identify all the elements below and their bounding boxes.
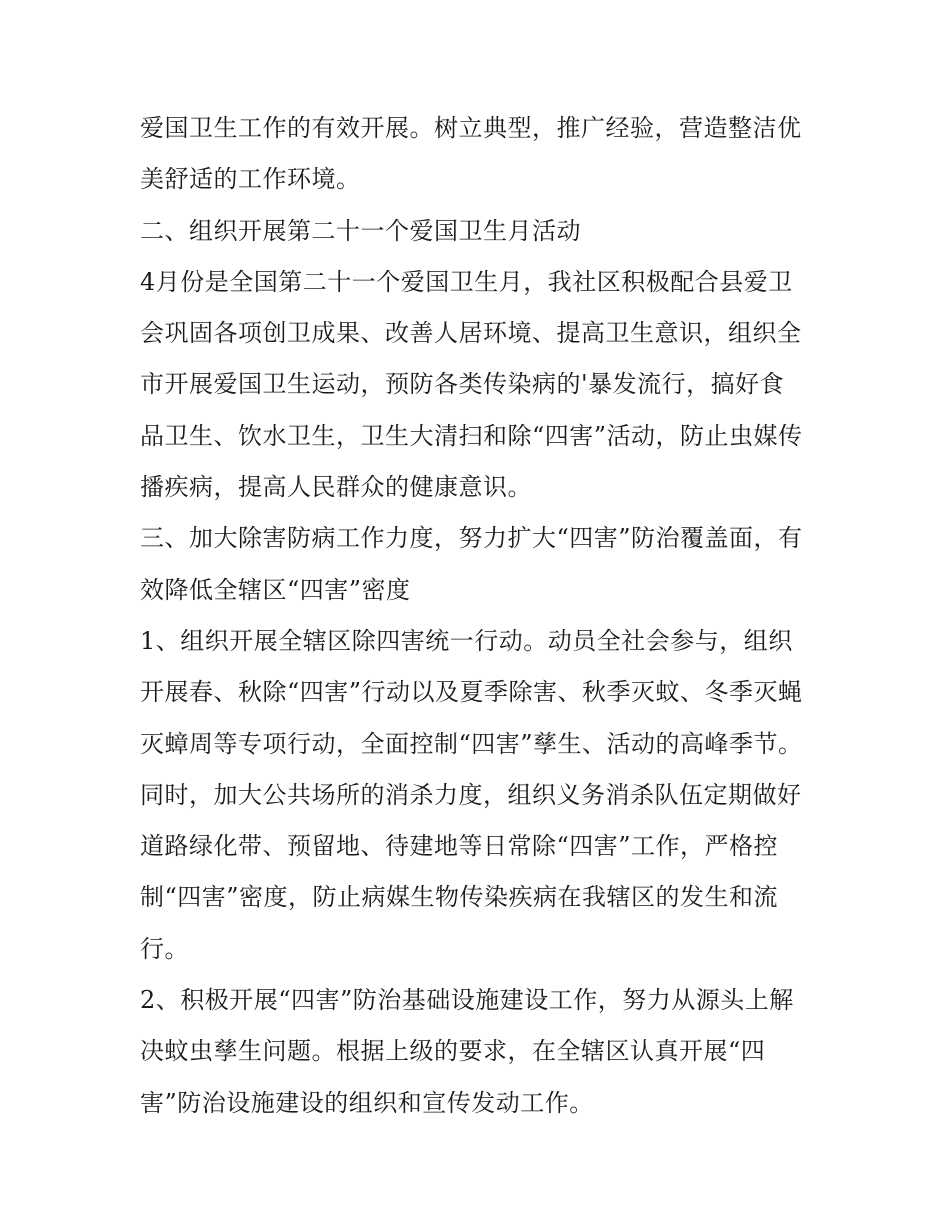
text-line: 会巩固各项创卫成果、改善人居环境、提高卫生意识，组织全 — [140, 319, 802, 348]
text-line: 同时，加大公共场所的消杀力度，组织义务消杀队伍定期做好 — [140, 780, 802, 809]
document-body — [140, 103, 820, 1129]
text-line: 市开展爱国卫生运动，预防各类传染病的'暴发流行，搞好食 — [140, 370, 785, 399]
section-heading: 三、加大除害防病工作力度，努力扩大“四害”防治覆盖面，有 — [140, 524, 803, 553]
section-heading: 二、组织开展第二十一个爱国卫生月活动 — [140, 216, 581, 245]
text-line: 播疾病，提高人民群众的健康意识。 — [140, 473, 532, 502]
text-line: 决蚊虫孳生问题。根据上级的要求，在全辖区认真开展“四 — [140, 1037, 766, 1066]
section-heading: 效降低全辖区“四害”密度 — [140, 575, 411, 604]
text-line: 爱国卫生工作的有效开展。树立典型，推广经验，营造整洁优 — [140, 114, 802, 142]
text-line: 美舒适的工作环境。 — [140, 165, 361, 194]
text-line: 行。 — [140, 934, 189, 963]
text-line: 开展春、秋除“四害”行动以及夏季除害、秋季灭蚊、冬季灭蝇 — [140, 678, 803, 707]
text-line: 制“四害”密度，防止病媒生物传染疾病在我辖区的发生和流 — [140, 883, 779, 912]
text-line: 品卫生、饮水卫生，卫生大清扫和除“四害”活动，防止虫媒传 — [140, 421, 803, 450]
text-line: 灭蟑周等专项行动，全面控制“四害”孳生、活动的高峰季节。 — [140, 729, 803, 758]
text-line: 害”防治设施建设的组织和宣传发动工作。 — [140, 1088, 594, 1117]
text-line: 4月份是全国第二十一个爱国卫生月，我社区积极配合县爱卫 — [140, 267, 793, 296]
text-line: 1、组织开展全辖区除四害统一行动。动员全社会参与，组织 — [140, 626, 793, 655]
text-line: 道路绿化带、预留地、待建地等日常除“四害”工作，严格控 — [140, 832, 779, 861]
text-line: 2、积极开展“四害”防治基础设施建设工作，努力从源头上解 — [140, 986, 794, 1015]
